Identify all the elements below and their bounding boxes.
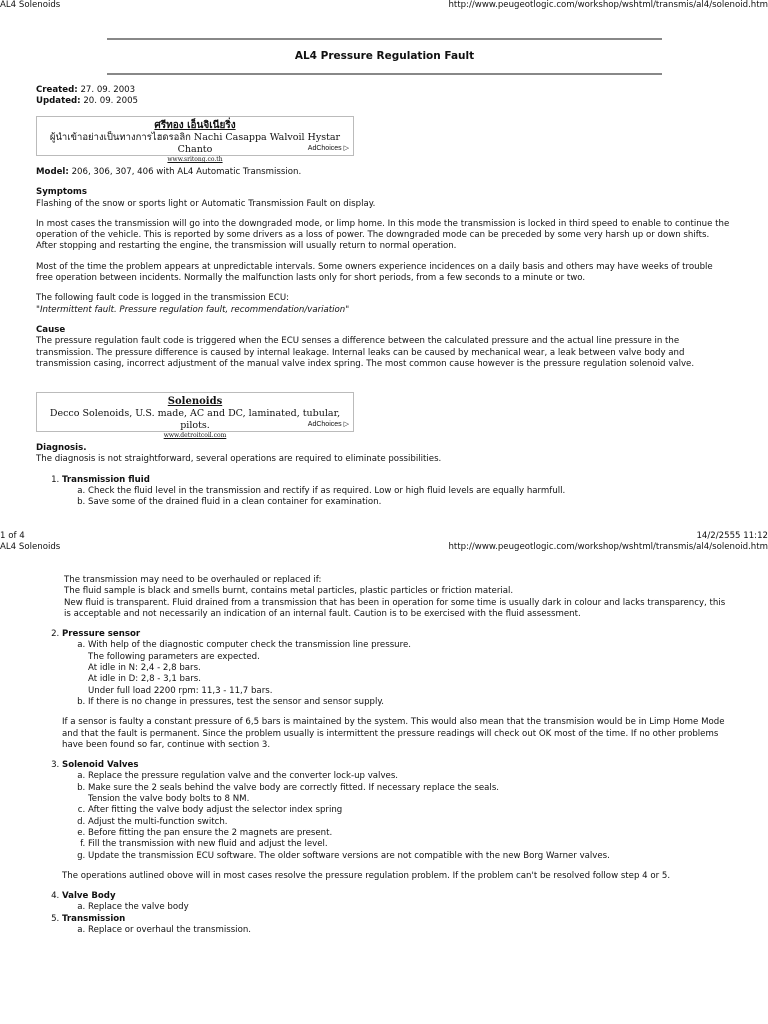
title-rule-top [107, 38, 662, 40]
ad-description: ผู้นำเข้าอย่างเป็นทางการไฮดรอลิก Nachi Casappa Walvoil Hystar Chanto [49, 132, 341, 155]
step-item [62, 629, 732, 751]
footer-page-number: 1 of 4 [0, 531, 25, 541]
ad-choices-link[interactable] [308, 421, 349, 429]
header-page-title: AL4 Solenoids [0, 542, 61, 552]
ad-banner-1[interactable] [36, 116, 354, 163]
sub-step-detail: Tension the valve body bolts to 8 NM. [88, 794, 250, 805]
sub-step-item: a. Replace the valve body [88, 902, 732, 913]
diagnosis-steps-part1 [36, 475, 732, 509]
ad-banner-2[interactable] [36, 392, 354, 439]
symptoms-paragraph-2: In most cases the transmission will go into the downgraded mode, or limp home. In this mode the transmission is locked in third speed to enable to continue the operation of the vehicle. This is reported by some drivers as a loss of power. The downgraded mode can be preceded by some very harsh up or down shifts. After stopping and restarting the engine, the transmission will usually return to normal operation. [36, 218, 730, 252]
sensor-note: If a sensor is faulty a constant pressure of 6,5 bars is maintained by the system. This would also mean that the transmision would be in Limp Home Mode and that the fault is permanent. Since the problem usually is intermittent the pressure readings will check out OK most of the time. If no other problems have been found so far, continue with section 3. [62, 717, 725, 750]
step-title: Transmission fluid [62, 474, 150, 485]
parameter-line: Under full load 2200 rpm: 11,3 - 11,7 bars. [88, 685, 273, 696]
step-title: Valve Body [62, 891, 116, 902]
sub-step-item: b. If there is no change in pressures, test the sensor and sensor supply. [88, 697, 732, 708]
sub-step-item: a. Replace or overhaul the transmission. [88, 925, 732, 936]
ad-choices-link[interactable] [308, 145, 349, 153]
diagnosis-steps-part2 [36, 629, 732, 936]
diagnosis-heading: Diagnosis. [36, 443, 87, 453]
model-label: Model: [36, 167, 69, 177]
symptoms-paragraph-3: Most of the time the problem appears at unpredictable intervals. Some owners experience incidences on a daily basis and others may have weeks of trouble free operation between incidents. Normally the malfunction lasts only for short periods, from a few seconds to a minute or two. [36, 261, 713, 284]
step-title: Transmission [62, 913, 126, 924]
fault-code-intro: The following fault code is logged in the transmission ECU: [36, 293, 290, 304]
print-header [0, 0, 768, 12]
created-date: 27. 09. 2003 [80, 85, 136, 95]
diagnosis-paragraph: The diagnosis is not straightforward, several operations are required to eliminate possibilities. [36, 454, 442, 465]
print-header-page-2 [0, 542, 768, 554]
header-url: http://www.peugeotlogic.com/workshop/wshtml/transmis/al4/solenoid.htm [448, 0, 768, 10]
ad-choices-label: AdChoices [307, 421, 342, 428]
updated-label: Updated: [36, 96, 81, 107]
solenoid-note: The operations autlined obove will in most cases resolve the pressure regulation problem. If the problem can't be resolved follow step 4 or 5. [62, 870, 671, 881]
parameter-line: The following parameters are expected. [88, 651, 260, 662]
parameter-line: At idle in D: 2,8 - 3,1 bars. [88, 674, 201, 685]
sub-steps [62, 771, 732, 861]
page-title: AL4 Pressure Regulation Fault [294, 50, 475, 62]
sub-step-item: a. Check the fluid level in the transmission and rectify if as required. Low or high fluid levels are equally harmfull. [88, 486, 732, 497]
footer-timestamp: 14/2/2555 11:12 [696, 531, 768, 541]
cause-heading: Cause [36, 324, 66, 335]
ad-choices-icon: ▷ [343, 145, 349, 152]
sub-step-item: d. Adjust the multi-function switch. [88, 817, 732, 828]
parameter-line: At idle in N: 2,4 - 2,8 bars. [88, 663, 201, 674]
symptoms-heading: Symptoms [36, 187, 87, 198]
step-item [62, 475, 732, 509]
fluid-note-1: The transmission may need to be overhauled or replaced if: [64, 575, 322, 585]
sub-step-item: g. Update the transmission ECU software. The older software versions are not compatible with the new Borg Warner valves. [88, 851, 732, 862]
updated-date: 20. 09. 2005 [83, 96, 139, 107]
title-rule-bottom [107, 73, 662, 75]
sub-step-item: b. Save some of the drained fluid in a clean container for examination. [88, 497, 732, 508]
symptoms-paragraph-1: Flashing of the snow or sports light or Automatic Transmission Fault on display. [36, 198, 376, 209]
fluid-note-2: The fluid sample is black and smells burnt, contains metal particles, plastic particles or friction material. [64, 586, 514, 597]
fluid-notes [36, 575, 732, 620]
created-label: Created: [36, 85, 78, 95]
sub-steps [62, 902, 732, 913]
sub-step-text: Make sure the 2 seals behind the valve body are correctly fitted. If necessary replace the seals. [88, 782, 500, 793]
ad-url[interactable]: www.detroitcoil.com [163, 432, 227, 439]
sub-step-item [88, 640, 732, 696]
article-body-1 [36, 167, 732, 379]
sub-step-item: c. After fitting the valve body adjust the selector index spring [88, 805, 732, 816]
ad-choices-label: AdChoices [307, 145, 342, 152]
sub-steps [62, 925, 732, 936]
step-item [62, 760, 732, 882]
meta-block [36, 85, 732, 108]
article-body-2 [36, 575, 732, 936]
sub-steps [62, 640, 732, 708]
ad-title[interactable]: ศรีทอง เอ็นจิเนียริ่ง [154, 120, 236, 131]
step-title: Pressure sensor [62, 629, 141, 640]
sub-steps [62, 486, 732, 509]
ad-title[interactable]: Solenoids [167, 396, 223, 407]
sub-step-item: a. Replace the pressure regulation valve and the converter lock-up valves. [88, 771, 732, 782]
cause-paragraph: The pressure regulation fault code is triggered when the ECU senses a difference between the calculated pressure and the actual line pressure in the transmission. The pressure difference is caused by internal leakage. Internal leaks can be caused by mechanical wear, a leak between valve body and transmission casing, incorrect adjustment of the manual valve index spring. The most common cause however is the pressure regulation solenoid valve. [36, 336, 695, 369]
header-url: http://www.peugeotlogic.com/workshop/wshtml/transmis/al4/solenoid.htm [448, 542, 768, 552]
step-item [62, 891, 732, 914]
sub-step-text: With help of the diagnostic computer check the transmission line pressure. [88, 640, 411, 651]
sub-step-item [88, 783, 732, 806]
fluid-note-3: New fluid is transparent. Fluid drained from a transmission that has been in operation for some time is usually dark in colour and lacks transparency, this is acceptable and not necessarily an indication of an internal fault. Caution is to be exercised with the fluid assessment. [64, 597, 726, 619]
model-text: 206, 306, 307, 406 with AL4 Automatic Transmission. [71, 167, 302, 177]
ad-description: Decco Solenoids, U.S. made, AC and DC, laminated, tubular, pilots. [49, 408, 341, 431]
diagnosis-block [36, 443, 732, 508]
step-title: Solenoid Valves [62, 760, 139, 771]
step-item [62, 914, 732, 937]
ad-url[interactable]: www.sritong.co.th [167, 156, 223, 163]
ad-choices-icon: ▷ [343, 421, 349, 428]
header-page-title: AL4 Solenoids [0, 0, 61, 10]
fault-code: "Intermittent fault. Pressure regulation fault, recommendation/variation" [36, 304, 350, 315]
sub-step-item: f. Fill the transmission with new fluid and adjust the level. [88, 839, 732, 850]
sub-step-item: e. Before fitting the pan ensure the 2 magnets are present. [88, 828, 732, 839]
